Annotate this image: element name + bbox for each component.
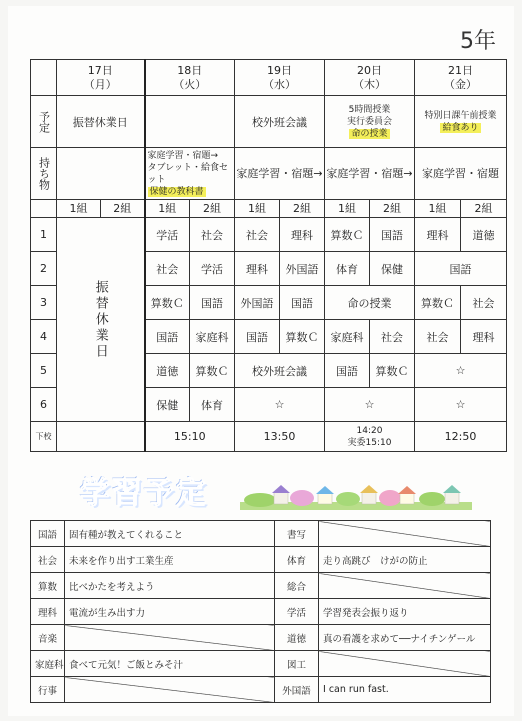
day-header-fri: 21日 （金） (415, 60, 507, 96)
lesson-cell: 理科 (461, 320, 507, 354)
plan-subject: 学活 (275, 599, 319, 625)
lesson-cell: 家庭科 (325, 320, 370, 354)
highlight-hoken: 保健の教科書 (149, 186, 204, 197)
plan-content-empty (319, 521, 491, 547)
plan-row (31, 625, 491, 651)
grade-label: 5年 (460, 29, 496, 54)
learning-plan-table (30, 520, 491, 703)
mochimono-row (31, 148, 507, 200)
monday-holiday-cell: 振替休業日 (57, 218, 145, 422)
yotei-tue (145, 96, 235, 148)
plan-title-wrap (80, 468, 208, 512)
town-illustration (240, 480, 472, 510)
yotei-fri: 特別日課午前授業 給食あり (415, 96, 507, 148)
dismissal-row (31, 422, 507, 452)
group-2: 2組 (101, 200, 145, 218)
plan-subject: 理科 (31, 599, 65, 625)
plan-content: 電流が生み出す力 (65, 599, 275, 625)
plan-subject: 家庭科 (31, 651, 65, 677)
lesson-cell: 社会 (235, 218, 280, 252)
plan-content-empty (65, 677, 275, 703)
plan-content-empty (319, 573, 491, 599)
lesson-cell: 算数Ｃ (280, 320, 325, 354)
mochimono-thu: 家庭学習・宿題→ (325, 148, 415, 200)
plan-content: 比べかたを考えよう (65, 573, 275, 599)
yotei-wed: 校外班会議 (235, 96, 325, 148)
yotei-row (31, 96, 507, 148)
group-2: 2組 (190, 200, 235, 218)
lesson-cell: 社会 (145, 252, 190, 286)
lesson-cell: 体育 (190, 388, 235, 422)
mochimono-wed: 家庭学習・宿題→ (235, 148, 325, 200)
plan-content: 未来を作り出す工業生産 (65, 547, 275, 573)
group-row (31, 200, 507, 218)
lesson-cell: 社会 (190, 218, 235, 252)
lesson-cell: 社会 (415, 320, 461, 354)
lesson-cell: 国語 (280, 286, 325, 320)
lesson-cell: 学活 (145, 218, 190, 252)
lesson-cell: 命の授業 (325, 286, 415, 320)
dismissal-thu: 14:20 実委15:10 (325, 422, 415, 452)
period-number: 5 (31, 354, 57, 388)
lesson-cell: 理科 (235, 252, 280, 286)
period-number: 1 (31, 218, 57, 252)
day-header-row (31, 60, 507, 96)
plan-subject: 総合 (275, 573, 319, 599)
lesson-cell: 体育 (325, 252, 370, 286)
lesson-cell: 道徳 (461, 218, 507, 252)
plan-subject: 国語 (31, 521, 65, 547)
mochimono-tue: 家庭学習・宿題→ タブレット・給食セット 保健の教科書 (145, 148, 235, 200)
plan-content: 食べて元気！ご飯とみそ汁 (65, 651, 275, 677)
plan-subject: 算数 (31, 573, 65, 599)
plan-subject: 書写 (275, 521, 319, 547)
lesson-cell: 算数Ｃ (370, 354, 415, 388)
lesson-cell: 保健 (145, 388, 190, 422)
group-1: 1組 (145, 200, 190, 218)
mochimono-mon (57, 148, 145, 200)
lesson-cell: 学活 (190, 252, 235, 286)
lesson-cell: 国語 (325, 354, 370, 388)
group-2: 2組 (370, 200, 415, 218)
day-header-wed: 19日 （水） (235, 60, 325, 96)
plan-row (31, 651, 491, 677)
lesson-cell: 国語 (145, 320, 190, 354)
period-number: 3 (31, 286, 57, 320)
yotei-mon: 振替休業日 (57, 96, 145, 148)
dismissal-fri: 12:50 (415, 422, 507, 452)
lesson-cell: 外国語 (280, 252, 325, 286)
plan-subject: 道徳 (275, 625, 319, 651)
lesson-cell: 国語 (235, 320, 280, 354)
group-2: 2組 (280, 200, 325, 218)
lesson-cell: 算数Ｃ (415, 286, 461, 320)
plan-row (31, 677, 491, 703)
plan-row (31, 547, 491, 573)
plan-content: 走り高跳び けがの防止 (319, 547, 491, 573)
yotei-label: 予定 (31, 96, 57, 148)
period-number: 2 (31, 252, 57, 286)
weekly-schedule-table (30, 59, 507, 452)
highlight-inochi: 命の授業 (351, 128, 388, 139)
plan-content: 学習発表会振り返り (319, 599, 491, 625)
day-header-mon: 17日 （月） (57, 60, 145, 96)
lesson-cell: 算数Ｃ (145, 286, 190, 320)
plan-content-empty (65, 625, 275, 651)
mochimono-label: 持ち物 (31, 148, 57, 200)
plan-row (31, 521, 491, 547)
lesson-cell: ☆ (235, 388, 325, 422)
lesson-cell: ☆ (325, 388, 415, 422)
period-number: 6 (31, 388, 57, 422)
plan-subject: 外国語 (275, 677, 319, 703)
day-header-tue: 18日 （火） (145, 60, 235, 96)
mochimono-fri: 家庭学習・宿題 (415, 148, 507, 200)
dismissal-label: 下校 (31, 422, 57, 452)
group-1: 1組 (57, 200, 101, 218)
group-1: 1組 (325, 200, 370, 218)
lesson-cell: 国語 (190, 286, 235, 320)
lesson-cell: 理科 (280, 218, 325, 252)
plan-subject: 社会 (31, 547, 65, 573)
plan-content: 固有種が教えてくれること (65, 521, 275, 547)
lesson-cell: 理科 (415, 218, 461, 252)
lesson-cell: 国語 (415, 252, 507, 286)
plan-subject: 図工 (275, 651, 319, 677)
lesson-cell: 算数Ｃ (190, 354, 235, 388)
dismissal-tue: 15:10 (145, 422, 235, 452)
lesson-cell: ☆ (415, 354, 507, 388)
lesson-cell: 外国語 (235, 286, 280, 320)
plan-subject: 体育 (275, 547, 319, 573)
plan-subject: 行事 (31, 677, 65, 703)
lesson-cell: 算数Ｃ (325, 218, 370, 252)
day-header-thu: 20日 （木） (325, 60, 415, 96)
dismissal-wed: 13:50 (235, 422, 325, 452)
plan-row (31, 599, 491, 625)
plan-content-empty (319, 651, 491, 677)
lesson-cell: 社会 (370, 320, 415, 354)
lesson-cell: 社会 (461, 286, 507, 320)
period-number: 4 (31, 320, 57, 354)
group-2: 2組 (461, 200, 507, 218)
lesson-cell: 道徳 (145, 354, 190, 388)
period-row-1 (31, 218, 507, 252)
worksheet (8, 6, 514, 716)
lesson-cell: 家庭科 (190, 320, 235, 354)
lesson-cell: 国語 (370, 218, 415, 252)
highlight-kyushoku: 給食あり (442, 122, 479, 133)
plan-title: 学習予定 (80, 476, 208, 511)
plan-subject: 音楽 (31, 625, 65, 651)
group-1: 1組 (235, 200, 280, 218)
corner-cell (31, 60, 57, 96)
plan-content: 真の看護を求めて──ナイチンゲール (319, 625, 491, 651)
group-1: 1組 (415, 200, 461, 218)
plan-content: I can run fast. (319, 677, 491, 703)
lesson-cell: 保健 (370, 252, 415, 286)
lesson-cell: ☆ (415, 388, 507, 422)
plan-row (31, 573, 491, 599)
lesson-cell: 校外班会議 (235, 354, 325, 388)
yotei-thu: 5時間授業 実行委員会 命の授業 (325, 96, 415, 148)
